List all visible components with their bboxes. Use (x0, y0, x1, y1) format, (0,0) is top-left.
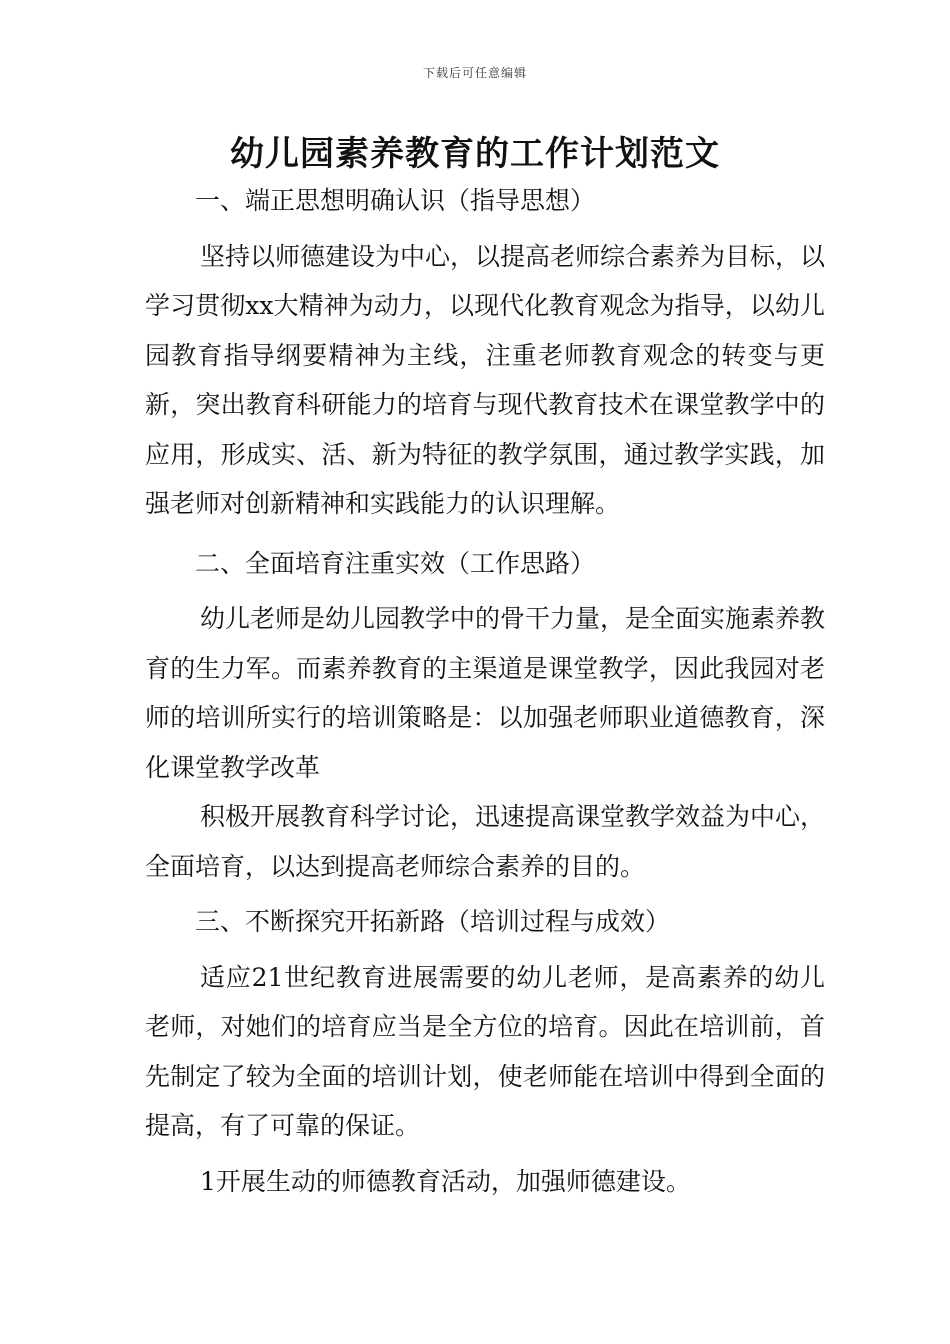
section-heading-1: 一、端正思想明确认识（指导思想） (195, 186, 596, 215)
paragraph: 幼儿老师是幼儿园教学中的骨干力量，是全面实施素养教育的生力军。而素养教育的主渠道是课堂教学，因此我园对老师的培训所实行的培训策略是：以加强老师职业道德教育，深化课堂教学改革 (145, 604, 826, 782)
document-body (145, 176, 825, 1206)
section-heading-3: 三、不断探究开拓新路（培训过程与成效） (195, 907, 671, 936)
paragraph: 积极开展教育科学讨论，迅速提高课堂教学效益为中心，全面培育，以达到提高老师综合素养的目的。 (145, 802, 826, 881)
paragraph: 适应21世纪教育进展需要的幼儿老师，是高素养的幼儿老师，对她们的培育应当是全方位的培育。因此在培训前，首先制定了较为全面的培训计划，使老师能在培训中得到全面的提高，有了可靠的保证。 (145, 962, 825, 1140)
paragraph: 1开展生动的师德教育活动，加强师德建设。 (200, 1166, 691, 1196)
header-note: 下载后可任意编辑 (422, 66, 527, 80)
document-title: 幼儿园素养教育的工作计划范文 (230, 134, 720, 174)
paragraph: 坚持以师德建设为中心，以提高老师综合素养为目标，以学习贯彻xx大精神为动力，以现代化教育观念为指导，以幼儿园教育指导纲要精神为主线，注重老师教育观念的转变与更新，突出教育科研能力的培育与现代教育技术在课堂教学中的应用，形成实、活、新为特征的教学氛围，通过教学实践，加强老师对创新精神和实践能力的认识理解。 (145, 241, 826, 518)
section-heading-2: 二、全面培育注重实效（工作思路） (195, 548, 596, 578)
